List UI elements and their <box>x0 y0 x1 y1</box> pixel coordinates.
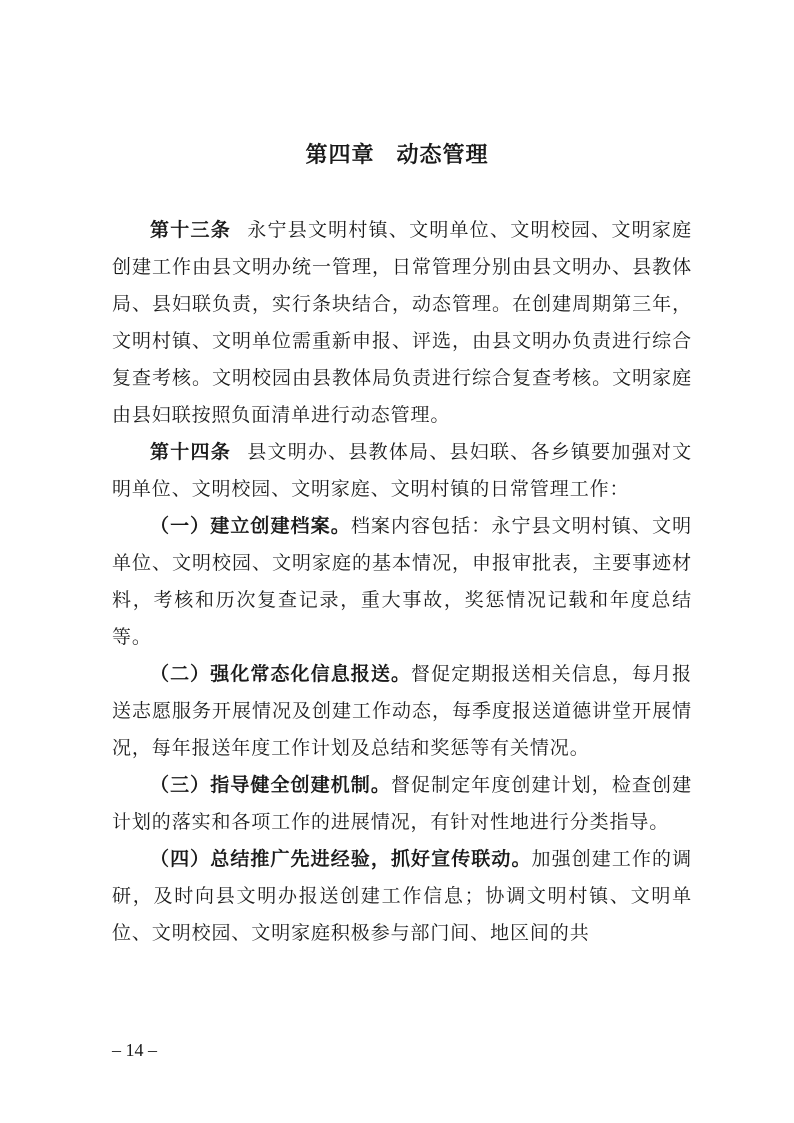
item-3-text: 督促制定年度创建计划，检查创建计划的落实和各项工作的进展情况，有针对性地进行分类指导。 <box>112 774 692 833</box>
article-14 <box>112 434 692 508</box>
item-4 <box>112 841 692 952</box>
item-2 <box>112 656 692 767</box>
article-14-label: 第十四条 <box>150 441 231 463</box>
item-2-heading: （二）强化常态化信息报送。 <box>150 663 412 685</box>
item-3 <box>112 767 692 841</box>
article-13-text: 永宁县文明村镇、文明单位、文明校园、文明家庭创建工作由县文明办统一管理，日常管理分别由县文明办、县教体局、县妇联负责，实行条块结合，动态管理。在创建周期第三年，文明村镇、文明单位需重新申报、评选，由县文明办负责进行综合复查考核。文明校园由县教体局负责进行综合复查考核。文明家庭由县妇联按照负面清单进行动态管理。 <box>112 219 692 426</box>
item-1-heading: （一）建立创建档案。 <box>150 515 351 537</box>
item-4-text: 加强创建工作的调研，及时向县文明办报送创建工作信息；协调文明村镇、文明单位、文明校园、文明家庭积极参与部门间、地区间的共 <box>112 848 692 944</box>
item-4-heading: （四）总结推广先进经验，抓好宣传联动。 <box>150 848 532 870</box>
chapter-number: 第四章 <box>305 143 375 168</box>
item-2-text: 督促定期报送相关信息，每月报送志愿服务开展情况及创建工作动态，每季度报送道德讲堂开展情况，每年报送年度工作计划及总结和奖惩等有关情况。 <box>112 663 692 759</box>
document-body <box>112 212 692 952</box>
chapter-name: 动态管理 <box>396 143 489 168</box>
article-13-label: 第十三条 <box>150 219 231 241</box>
article-13 <box>112 212 692 434</box>
item-3-heading: （三）指导健全创建机制。 <box>150 774 391 796</box>
page-number: – 14 – <box>112 1040 157 1060</box>
chapter-title <box>0 138 794 169</box>
article-14-text: 县文明办、县教体局、县妇联、各乡镇要加强对文明单位、文明校园、文明家庭、文明村镇的日常管理工作： <box>112 441 692 500</box>
item-1 <box>112 508 692 656</box>
item-1-text: 档案内容包括：永宁县文明村镇、文明单位、文明校园、文明家庭的基本情况，申报审批表，主要事迹材料，考核和历次复查记录，重大事故，奖惩情况记载和年度总结等。 <box>112 515 692 648</box>
